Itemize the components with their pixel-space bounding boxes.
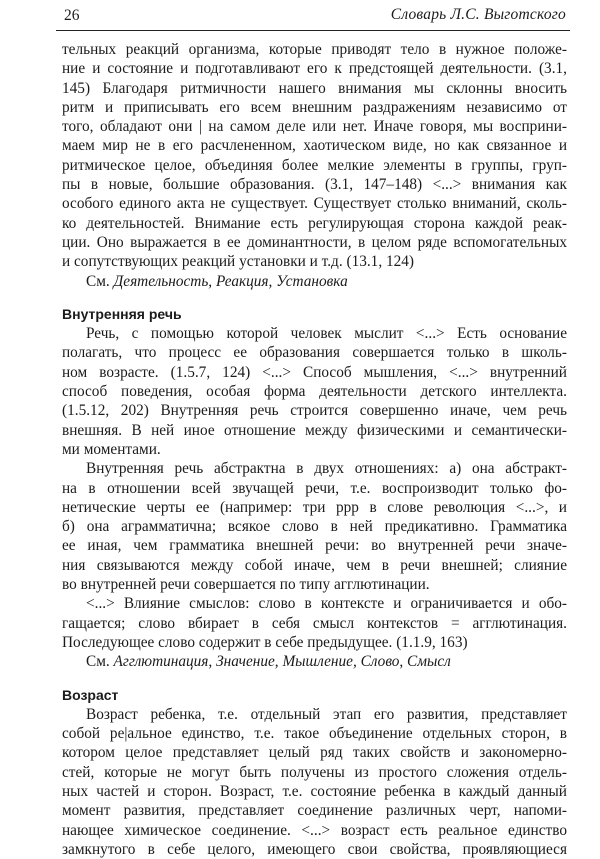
entry-heading-inner-speech: Внутренняя речь	[62, 305, 182, 322]
text-line: нетические черты ее (например: три ррр в слове революция <...>, и	[62, 498, 567, 516]
text-line: ко деятельностей. Внимание есть регулирующая сторона каждой реак-	[62, 214, 567, 232]
see-also	[62, 272, 567, 291]
text-line: ритмическое целое, объединяя более мелкие элементы в группы, груп-	[62, 156, 567, 174]
text-line: Возраст ребенка, т.е. отдельный этап его развития, представляет	[86, 705, 567, 723]
text-line: особого единого акта не существует. Существует столько вниманий, сколь-	[62, 195, 567, 213]
text-line: стей, которые не могут быть получены из простого сложения отдель-	[62, 763, 567, 781]
text-line: ции. Оно выражается в ее доминантности, в целом ряде вспомогательных	[62, 233, 567, 251]
text-line: <...> Влияние смыслов: слово в контексте и ограничивается и обо-	[86, 595, 567, 613]
text-line: того, обладают они | на самом деле или нет. Иначе говоря, мы восприни-	[62, 118, 567, 136]
text-line: маем мир не в его расчлененном, хаотическом виде, но как связанное и	[62, 137, 567, 155]
text-line: ных частей и сторон. Возраст, т.е. состояние ребенка в каждый данный	[62, 782, 567, 800]
page-header	[56, 2, 570, 31]
text-line: на в отношении всей звучащей речи, т.е. воспроизводит только фо-	[62, 479, 567, 497]
text-line: нающее химическое соединение. <...> возраст есть реальное единство	[62, 821, 567, 839]
text-line: и сопутствующих реакций установки и т.д. (13.1, 124)	[62, 253, 415, 271]
text-line: ном возрасте. (1.5.7, 124) <...> Способ мышления, <...> внутренний	[62, 363, 567, 381]
text-line: способ поведения, особая форма деятельности детского интеллекта.	[62, 383, 567, 401]
text-line: Последующее слово содержит в себе предыдущее. (1.1.9, 163)	[62, 633, 468, 651]
text-line: ми моментами.	[62, 440, 161, 458]
see-also-refs: Деятельность, Реакция, Установка	[113, 272, 348, 290]
text-line: ние и состояние и подготавливают его к предстоящей деятельности. (3.1,	[62, 60, 567, 78]
running-title: Словарь Л.С. Выготского	[390, 6, 566, 23]
see-also-label: См.	[86, 272, 110, 290]
page-number: 26	[64, 7, 80, 24]
see-also-label: См.	[86, 653, 110, 671]
text-line: ритм и приписывать его всем внешним раздражениям независимо от	[62, 98, 567, 116]
text-line: 145) Благодаря ритмичности нашего внимания мы склонны вносить	[62, 79, 567, 97]
entry-heading-age: Возраст	[62, 686, 119, 703]
text-line: ее иная, чем грамматика внешней речи: во внутренней речи значе-	[62, 537, 567, 555]
text-line: котором целое представляет целый ряд таких свойств и закономерно-	[62, 744, 567, 762]
text-line: собой ре|альное единство, т.е. такое объединение отдельных сторон, в	[62, 725, 567, 743]
text-line: внешняя. В ней иное отношение между физическими и семантически-	[62, 421, 567, 439]
text-line: гащается; слово вбирает в себя смысл контекстов = агглютинация.	[62, 614, 567, 632]
text-line: тельных реакций организма, которые приводят тело в нужное положе-	[62, 41, 567, 58]
text-line: момент развития, представляет соединение различных черт, напоми-	[62, 802, 567, 820]
see-also	[62, 652, 567, 671]
text-line: Внутренняя речь абстрактна в двух отношениях: а) она абстракт-	[86, 460, 567, 478]
page-body	[62, 40, 567, 859]
text-line: ния связываются между собой иначе, чем в речи внешней; слияние	[62, 556, 567, 574]
text-line: во внутренней речи совершается по типу агглютинации.	[62, 576, 430, 594]
text-line: Речь, с помощью которой человек мыслит <...> Есть основание	[86, 325, 567, 343]
text-line: полагать, что процесс ее образования совершается только в школь-	[62, 344, 567, 362]
text-line: (1.5.12, 202) Внутренняя речь строится совершенно иначе, чем речь	[62, 402, 567, 420]
text-line: замкнутого в себе целого, имеющего свои свойства, проявляющиеся	[62, 840, 567, 858]
text-line: пы в новые, большие образования. (3.1, 147–148) <...> внимания как	[62, 176, 567, 194]
text-line: б) она аграмматична; всякое слово в ней предикативно. Грамматика	[62, 518, 567, 536]
see-also-refs: Агглютинация, Значение, Мышление, Слово, Смысл	[113, 653, 451, 671]
